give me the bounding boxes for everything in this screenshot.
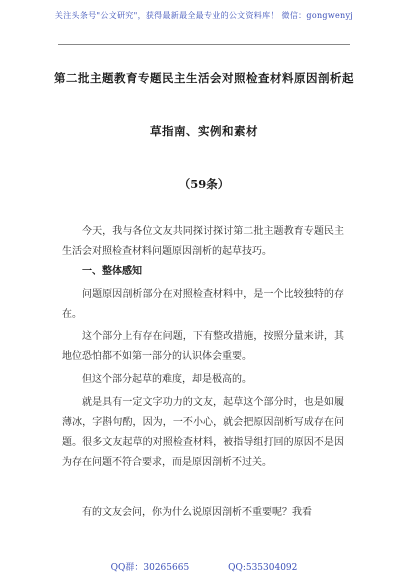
section-heading: 一、整体感知	[82, 266, 142, 277]
document-title-line-1: 第二批主题教育专题民主生活会对照检查材料原因剖析起	[54, 71, 354, 85]
paragraph-3: 但这个部分起草的难度，却是极高的。	[82, 374, 252, 385]
paragraph-block-3	[62, 370, 344, 390]
intro-paragraph-block	[62, 222, 344, 262]
paragraph-4: 就是具有一定文字功力的文友，起草这个部分时，也是如履薄冰，字斟句酌，因为，一不小心，就会把原因剖析写成存在问题。很多文友起草的对照检查材料，被指导组打回的原因不是因为存在问题不符合要求，而是原因剖析不过关。	[62, 397, 344, 468]
paragraph-1: 问题原因剖析部分在对照检查材料中，是一个比较独特的存在。	[62, 289, 344, 320]
paragraph-block-4	[62, 393, 344, 473]
footer-qq-contact: QQ:535304092	[228, 563, 298, 573]
item-count: （59条）	[178, 177, 230, 191]
paragraph-2: 这个部分上有存在问题，下有整改措施，按照分量来讲，其地位恐怕都不如第一部分的认识体会重要。	[62, 331, 344, 362]
header-note: 关注头条号"公文研究"，获得最新最全最专业的公文资料库！ 微信：gongwenyj	[54, 11, 354, 20]
paragraph-block-2	[62, 327, 344, 367]
footer-qq-group: QQ群：30265665	[110, 563, 190, 573]
intro-paragraph: 今天，我与各位文友共同探讨探讨第二批主题教育专题民主生活会对照检查材料问题原因剖析的起草技巧。	[62, 226, 344, 257]
paragraph-block-5	[62, 503, 344, 523]
paragraph-block-1	[62, 285, 344, 325]
header-divider	[58, 44, 350, 45]
document-title-line-2: 草指南、实例和素材	[150, 124, 258, 138]
paragraph-5: 有的文友会问，你为什么说原因剖析不重要呢？我看	[82, 507, 312, 518]
footer	[0, 560, 408, 573]
